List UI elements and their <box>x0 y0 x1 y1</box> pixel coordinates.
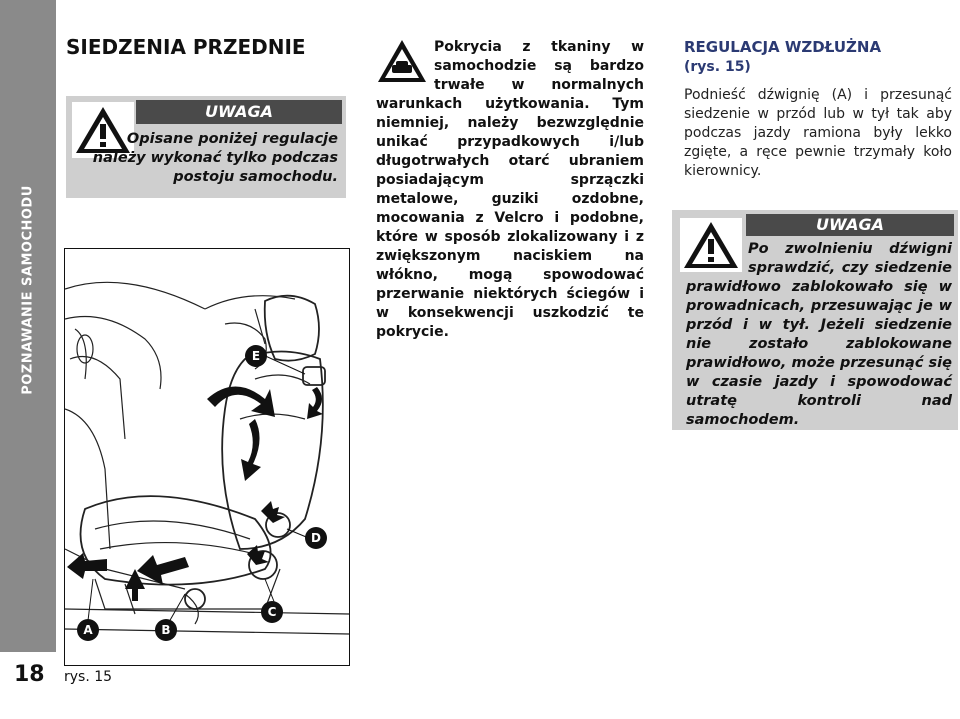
warning-text-right <box>686 240 952 430</box>
section-label: POZNAWANIE SAMOCHODU <box>20 185 36 395</box>
warning-heading: UWAGA <box>136 100 342 124</box>
figure-caption: rys. 15 <box>64 669 113 685</box>
page-title: SIEDZENIA PRZEDNIE <box>66 35 306 59</box>
warning-box-right <box>672 210 958 430</box>
section-sidebar <box>0 0 56 652</box>
warning-text-right-body: Po zwolnieniu dźwigni sprawdzić, czy siedzenie prawidłowo zablokowało się w prowadnicach, przesuwając je w przód i w tył. Jeżeli siedzenie nie zostało zablokowane prawidłowo, może przesunąć się w czasie jazdy i spowodować utratę kontroli nad samochodem. <box>686 241 952 428</box>
adjustment-paragraph: Podnieść dźwignię (A) i przesunąć siedzenie w przód lub w tył tak aby podczas jazdy ramiona były lekko zgięte, a ręce pewnie trzymały koło kierownicy. <box>684 87 952 179</box>
callout-e: E <box>245 345 267 367</box>
warning-text: Opisane poniżej regulacje należy wykonać tylko podczas postoju samochodu. <box>92 131 338 185</box>
callout-a: A <box>77 619 99 641</box>
fabric-care-text <box>376 38 644 342</box>
callout-d: D <box>305 527 327 549</box>
seat-figure <box>64 248 350 666</box>
seat-illustration <box>65 249 349 665</box>
warning-heading-right: UWAGA <box>746 214 954 236</box>
callout-b: B <box>155 619 177 641</box>
callout-c: C <box>261 601 283 623</box>
fabric-care-body: Pokrycia z tkaniny w samochodzie są bardzo trwałe w normalnych warunkach użytkowania. Tym niemniej, należy bezwzględnie unikać przypadkowych i/lub długotrwałych otarć ubraniem posiadającym sprzączki metalowe, guziki ozdobne, mocowania z Velcro i podobne, które w sposób zlokalizowany i z zwiększonym naciskiem na włókno, mogą spowodować przerwanie niektórych ściegów i w konsekwencji uszkodzić te pokrycie. <box>376 39 644 340</box>
figure-reference: (rys. 15) <box>684 59 751 75</box>
section-heading: REGULACJA WZDŁUŻNA <box>684 38 882 56</box>
page-number: 18 <box>14 662 45 687</box>
warning-box-left <box>66 96 346 198</box>
